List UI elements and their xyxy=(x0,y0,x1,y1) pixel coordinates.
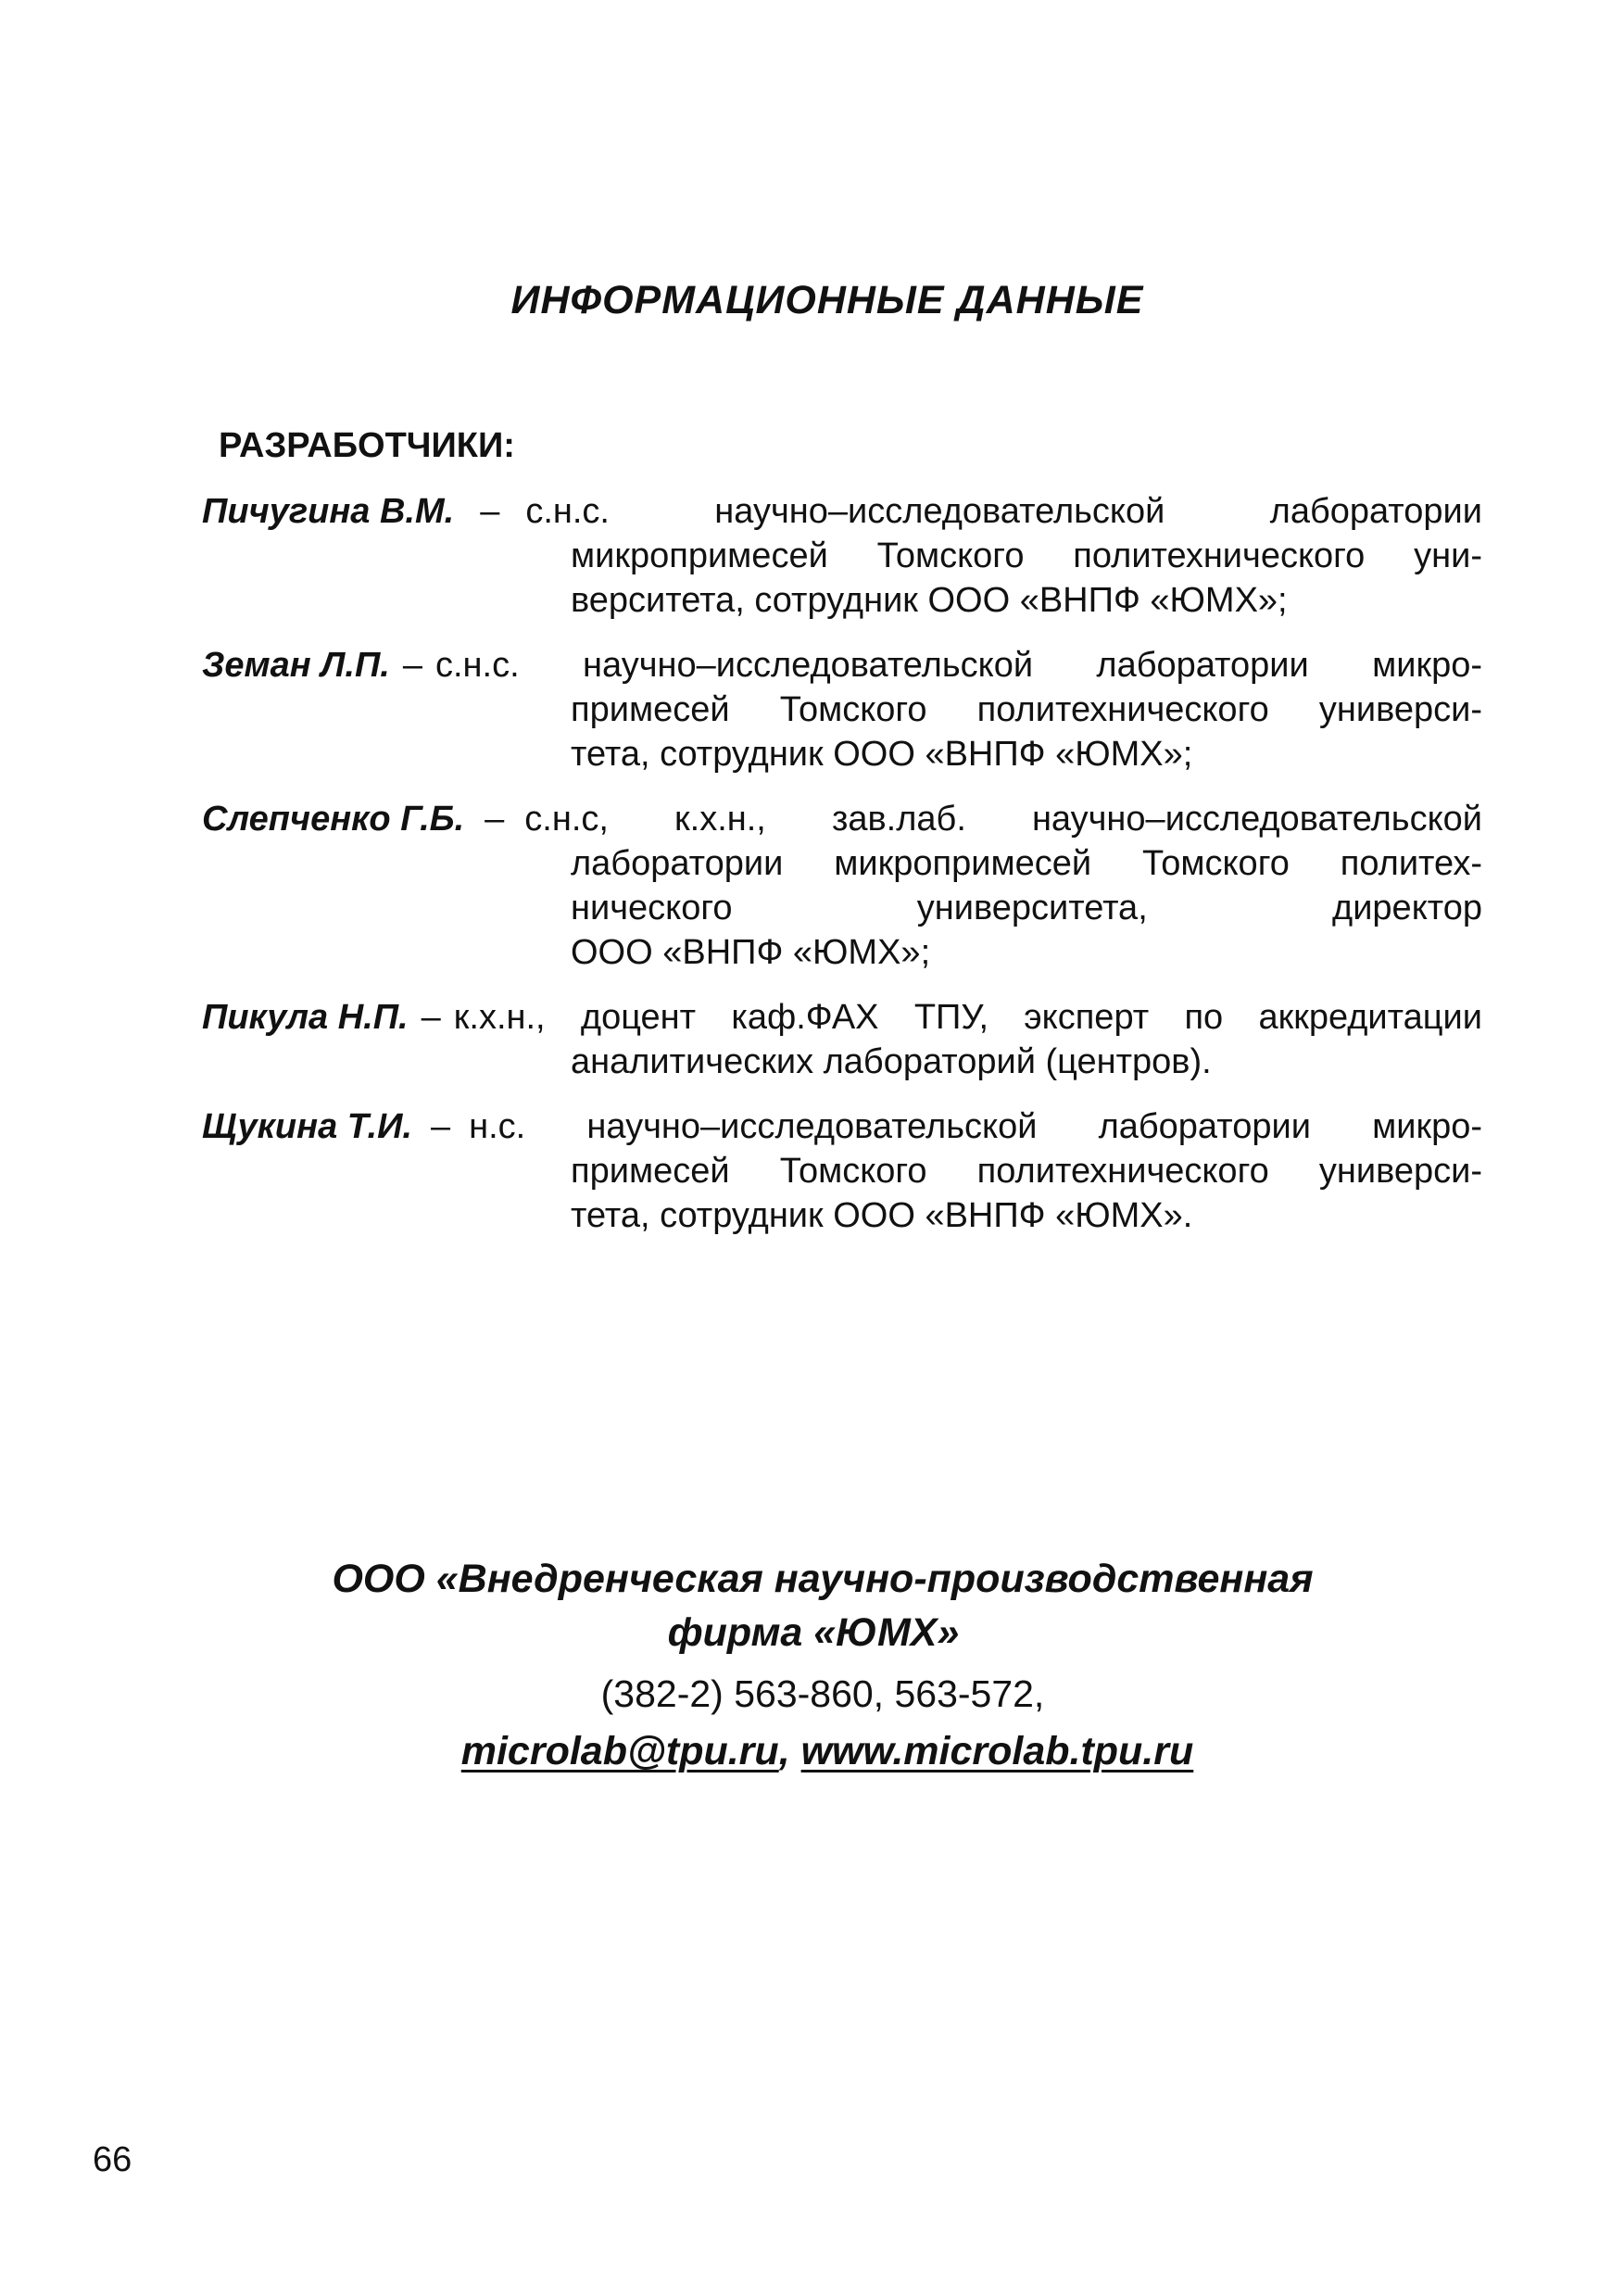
developer-description-line: ООО «ВНПФ «ЮМХ»; xyxy=(571,933,931,972)
links-separator: , xyxy=(778,1729,790,1773)
developer-description-line: микропримесей Томского политехнического уни- xyxy=(571,536,1482,575)
developer-dash: – xyxy=(402,646,422,685)
developer-dash: – xyxy=(430,1107,451,1146)
developer-description-line: примесей Томского политехнического универси- xyxy=(571,690,1482,729)
developer-description-first: к.х.н., доцент каф.ФАХ ТПУ, эксперт по аккредитации xyxy=(453,998,1482,1037)
developer-first-line xyxy=(202,489,1482,534)
developer-dash: – xyxy=(485,800,505,839)
page-number: 66 xyxy=(93,2140,132,2179)
developer-description-line: тета, сотрудник ООО «ВНПФ «ЮМХ». xyxy=(571,1196,1193,1235)
developer-description-first: с.н.с. научно–исследовательской лаборатории микро- xyxy=(435,646,1482,685)
developer-name: Щукина Т.И. xyxy=(202,1107,412,1146)
developer-entry xyxy=(202,643,1482,776)
organization-phone: (382-2) 563-860, 563-572, xyxy=(600,1672,1045,1715)
developer-entry xyxy=(202,489,1482,623)
developer-name: Пикула Н.П. xyxy=(202,998,409,1037)
developer-description-first: с.н.с, к.х.н., зав.лаб. научно–исследовательской xyxy=(524,800,1482,839)
developer-description-line: верситета, сотрудник ООО «ВНПФ «ЮМХ»; xyxy=(571,581,1288,620)
developer-first-line xyxy=(202,1104,1482,1149)
developer-description-line: аналитических лабораторий (центров). xyxy=(571,1042,1212,1081)
developer-description-line: тета, сотрудник ООО «ВНПФ «ЮМХ»; xyxy=(571,735,1193,774)
page-title: ИНФОРМАЦИОННЫЕ ДАННЫЕ xyxy=(510,278,1144,322)
developer-description-line: лаборатории микропримесей Томского политех- xyxy=(571,844,1482,883)
developer-first-line xyxy=(202,995,1482,1040)
website-link[interactable]: www.microlab.tpu.ru xyxy=(800,1729,1194,1773)
organization-name-line2: фирма «ЮМХ» xyxy=(667,1610,960,1655)
organization-block xyxy=(0,1552,1599,1780)
developer-name: Слепченко Г.Б. xyxy=(202,800,465,839)
developers-list xyxy=(202,489,1482,1258)
developer-first-line xyxy=(202,643,1482,688)
organization-name-line1: ООО «Внедренческая научно-производственная xyxy=(332,1557,1314,1601)
developer-name: Пичугина В.М. xyxy=(202,492,455,531)
developers-heading: РАЗРАБОТЧИКИ: xyxy=(219,426,515,465)
developer-entry xyxy=(202,797,1482,975)
developer-dash: – xyxy=(480,492,500,531)
developer-first-line xyxy=(202,797,1482,841)
developer-description-first: н.с. научно–исследовательской лаборатории микро- xyxy=(469,1107,1482,1146)
email-link[interactable]: microlab@tpu.ru xyxy=(460,1729,779,1773)
developer-entry xyxy=(202,995,1482,1084)
developer-entry xyxy=(202,1104,1482,1238)
developer-dash: – xyxy=(421,998,441,1037)
developer-description-line: примесей Томского политехнического универси- xyxy=(571,1152,1482,1191)
organization-links xyxy=(0,1722,1599,1780)
developer-description-first: с.н.с. научно–исследовательской лаборатории xyxy=(525,492,1482,531)
developer-description-line: нического университета, директор xyxy=(571,889,1482,927)
developer-name: Земан Л.П. xyxy=(202,646,390,685)
